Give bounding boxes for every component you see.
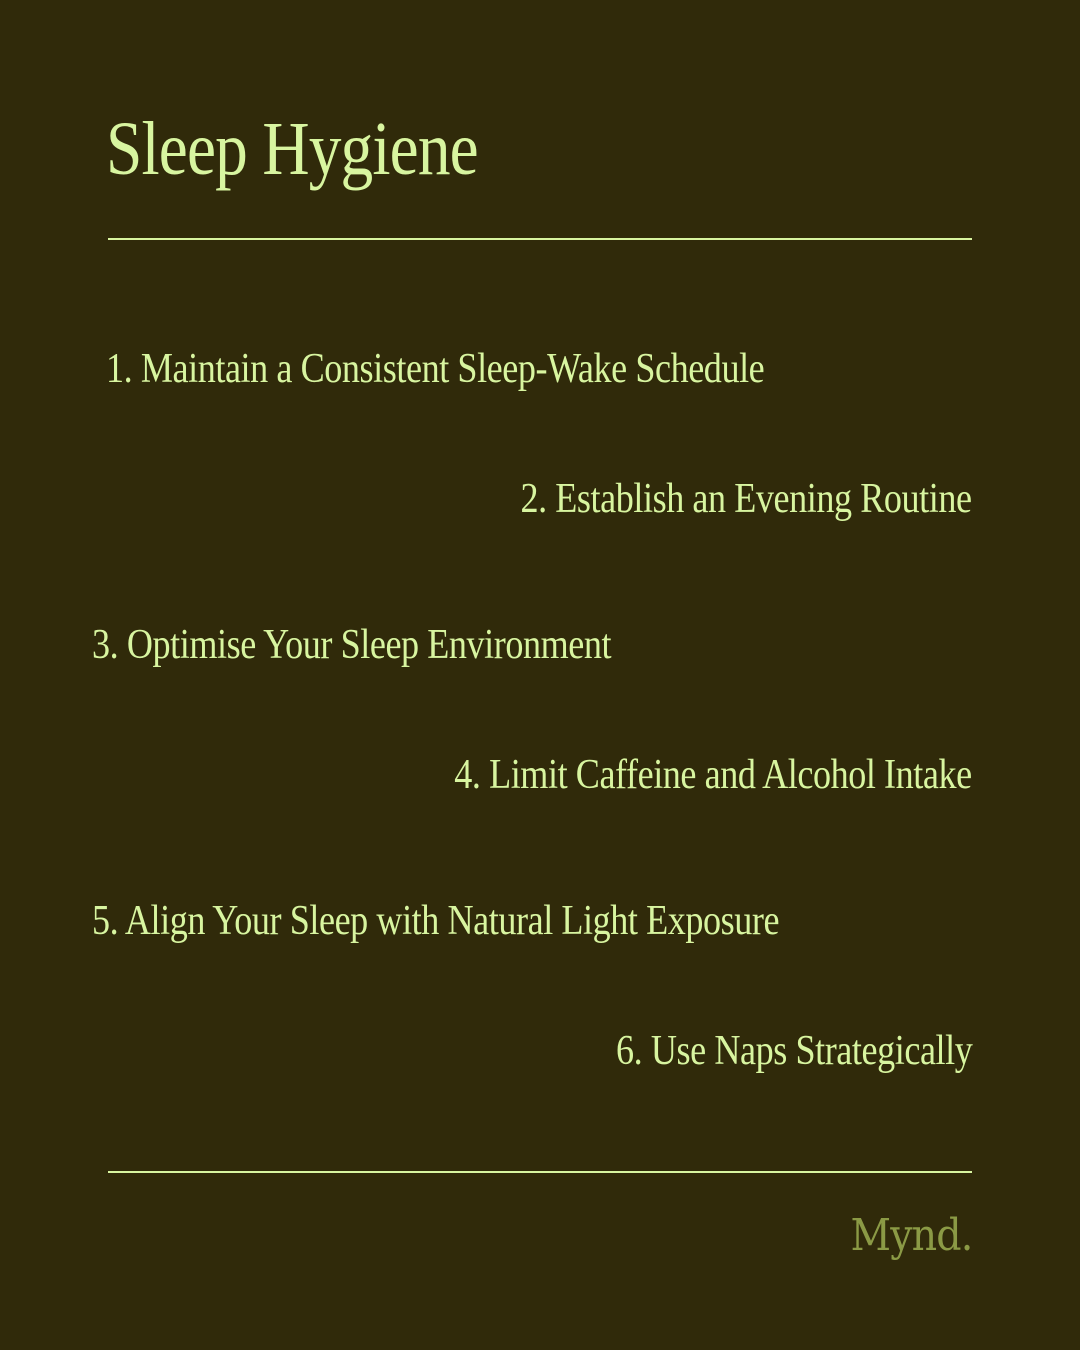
bottom-divider (108, 1171, 972, 1173)
top-divider (108, 238, 972, 240)
tip-item-3: 3. Optimise Your Sleep Environment (92, 622, 612, 668)
page-title: Sleep Hygiene (106, 107, 478, 191)
brand-logo: Mynd. (850, 1210, 972, 1261)
tip-item-4: 4. Limit Caffeine and Alcohol Intake (454, 752, 972, 798)
tip-item-1: 1. Maintain a Consistent Sleep-Wake Schedule (106, 346, 765, 392)
tip-item-2: 2. Establish an Evening Routine (520, 476, 972, 522)
tip-item-5: 5. Align Your Sleep with Natural Light Exposure (92, 898, 780, 944)
tip-item-6: 6. Use Naps Strategically (615, 1028, 972, 1074)
